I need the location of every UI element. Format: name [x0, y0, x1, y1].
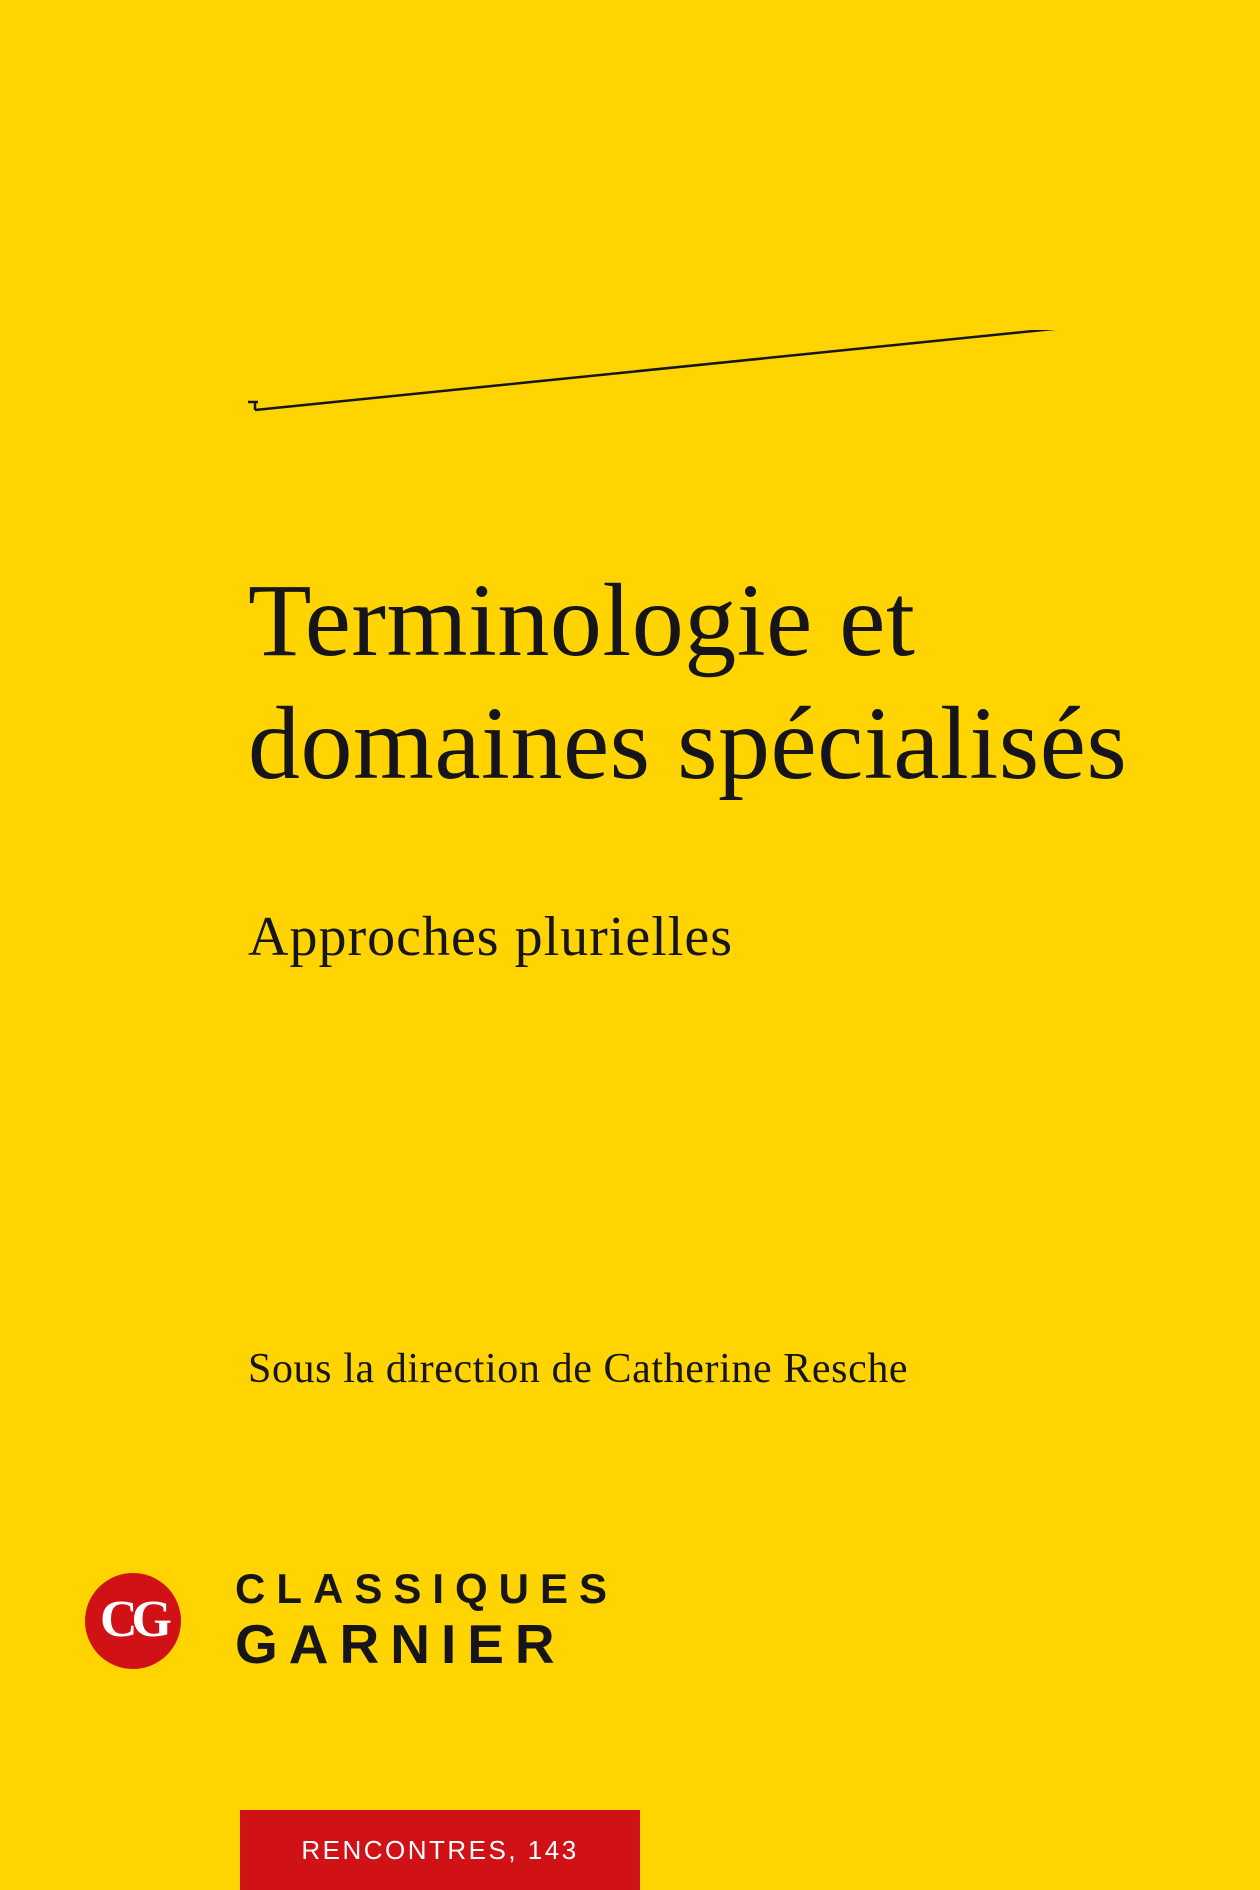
- series-badge: [240, 1810, 640, 1890]
- diagonal-rule-svg: [0, 330, 1260, 470]
- page-title: [248, 560, 1188, 805]
- title-line-2: domaines spécialisés: [248, 685, 1128, 801]
- publisher-monogram: CG: [100, 1590, 166, 1648]
- page-subtitle: Approches plurielles: [248, 906, 733, 968]
- publisher-logo-icon: [85, 1573, 181, 1669]
- decorative-diagonal-rule: [0, 330, 1260, 470]
- series-label: RENCONTRES, 143: [301, 1834, 579, 1865]
- publisher-name-line-1: CLASSIQUES: [235, 1565, 619, 1612]
- publisher-name: [235, 1565, 675, 1677]
- diagonal-line-lower: [255, 330, 1260, 402]
- publisher-block: [85, 1565, 685, 1695]
- diagonal-line-upper: [255, 330, 1260, 410]
- publisher-name-line-2: GARNIER: [235, 1613, 566, 1676]
- editor-credit: Sous la direction de Catherine Resche: [248, 1346, 909, 1392]
- title-line-1: Terminologie et: [248, 563, 916, 678]
